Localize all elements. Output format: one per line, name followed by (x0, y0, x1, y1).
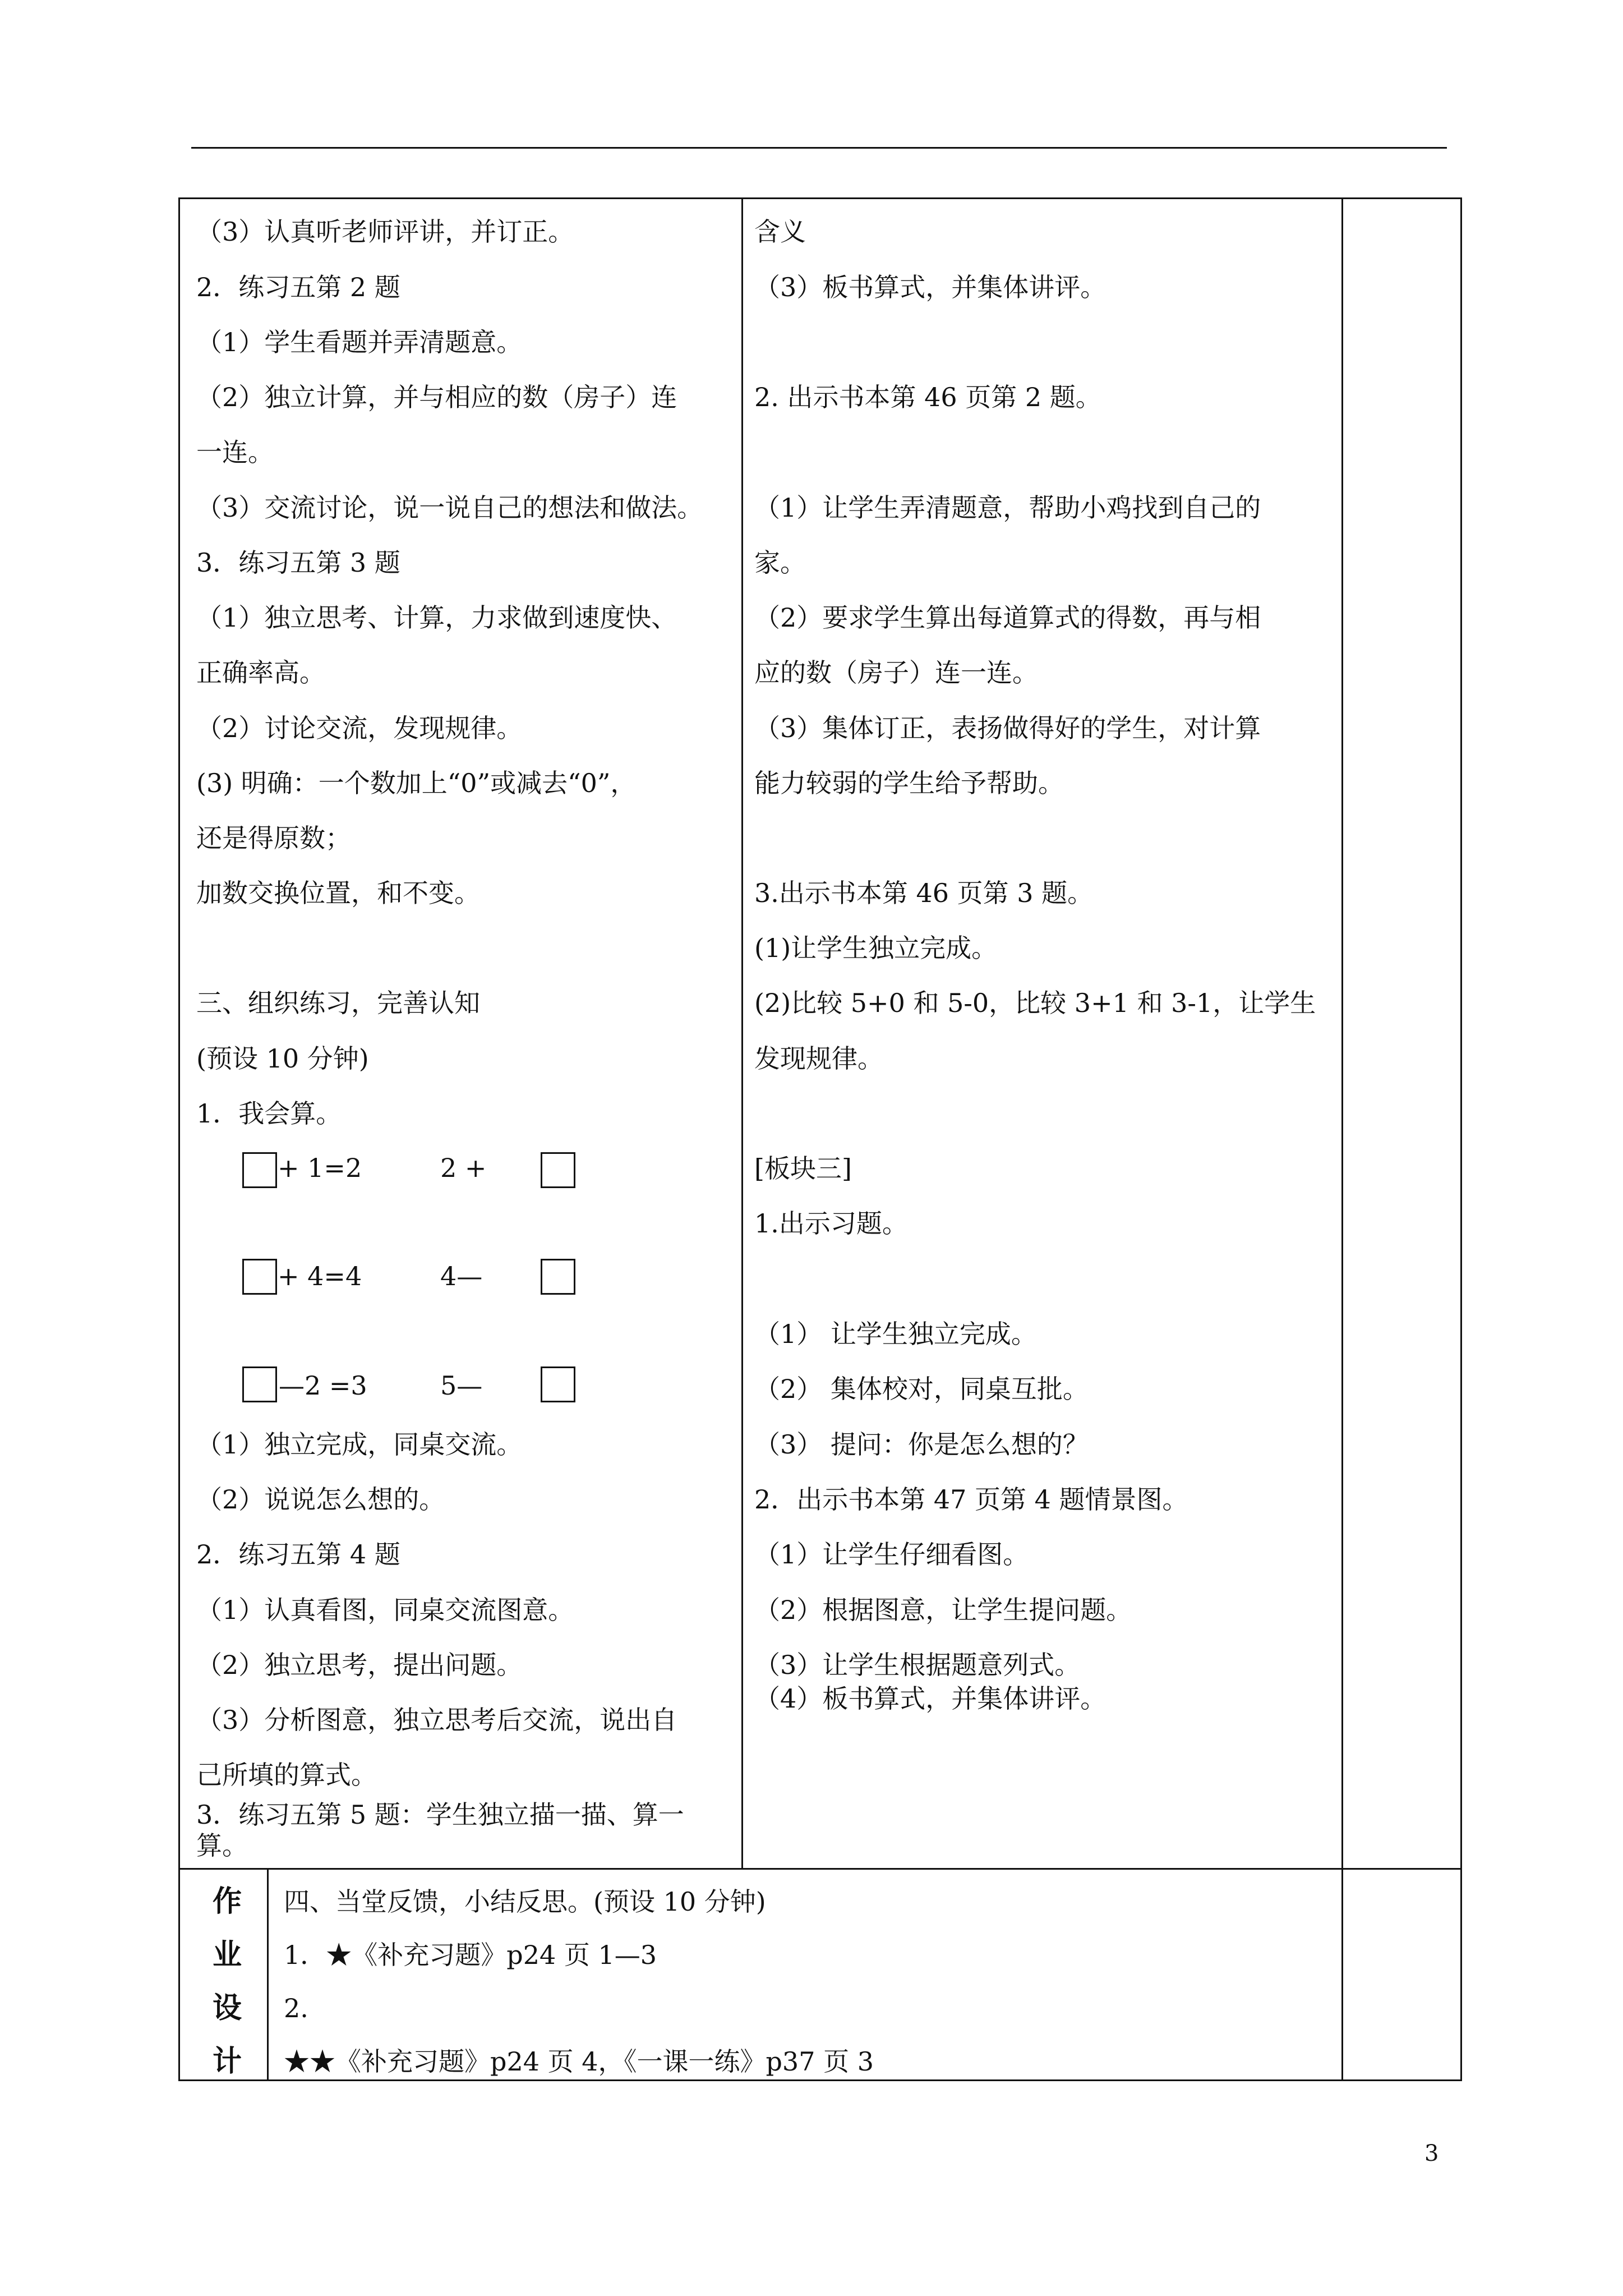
text-line: 发现规律。 (754, 1043, 883, 1074)
text-line: （2）根据图意，让学生提问题。 (754, 1595, 1132, 1625)
homework-line: ★★《补充习题》p24 页 4，《一课一练》p37 页 3 (284, 2046, 874, 2077)
text-line: 加数交换位置，和不变。 (196, 878, 480, 908)
equation-text: + 1=2 (278, 1153, 362, 1183)
homework-line: 四、当堂反馈，小结反思。(预设 10 分钟) (284, 1887, 766, 1917)
text-line: 3.出示书本第 46 页第 3 题。 (754, 878, 1094, 908)
homework-label-char: 设 (212, 1991, 242, 2025)
answer-box[interactable] (242, 1259, 277, 1295)
homework-label-divider (267, 1868, 269, 2081)
text-line: （1） 让学生独立完成。 (754, 1319, 1037, 1349)
text-line: 3．练习五第 3 题 (196, 547, 400, 578)
answer-box[interactable] (541, 1152, 575, 1188)
column-divider-left-right (741, 197, 743, 1869)
text-line: 算。 (196, 1830, 248, 1861)
text-line: （4）板书算式，并集体讲评。 (754, 1683, 1106, 1714)
text-line: 1.出示习题。 (754, 1208, 908, 1239)
header-rule (191, 147, 1447, 149)
homework-line: 1．★《补充习题》p24 页 1—3 (284, 1940, 657, 1970)
text-line: （2）要求学生算出每道算式的得数，再与相 (754, 602, 1261, 633)
text-line: 家。 (754, 547, 806, 578)
equation-text: + 4=4 (278, 1261, 362, 1291)
text-line: （2）独立思考，提出问题。 (196, 1650, 523, 1680)
text-line: 3．练习五第 5 题：学生独立描一描、算一 (196, 1800, 684, 1830)
homework-row-divider (178, 1868, 1462, 1870)
text-line: 能力较弱的学生给予帮助。 (754, 768, 1064, 798)
text-line: 2．练习五第 4 题 (196, 1539, 400, 1570)
text-line: （1）独立思考、计算，力求做到速度快、 (196, 602, 677, 633)
text-line: （3）交流讨论，说一说自己的想法和做法。 (196, 493, 703, 523)
section-heading: 三、组织练习，完善认知 (196, 988, 480, 1018)
text-line: 己所填的算式。 (196, 1760, 377, 1790)
homework-line: 2. (284, 1993, 308, 2023)
text-line: （1）让学生弄清题意，帮助小鸡找到自己的 (754, 493, 1261, 523)
text-line: （2）独立计算，并与相应的数（房子）连 (196, 382, 677, 412)
homework-label-char: 计 (212, 2044, 242, 2078)
text-line: 2．出示书本第 47 页第 4 题情景图。 (754, 1484, 1188, 1515)
text-line: 正确率高。 (196, 657, 325, 688)
text-line: 应的数（房子）连一连。 (754, 657, 1038, 688)
text-line: （2） 集体校对，同桌互批。 (754, 1374, 1089, 1404)
text-line: （2）说说怎么想的。 (196, 1484, 445, 1515)
answer-box[interactable] (242, 1152, 277, 1188)
text-line: 一连。 (196, 437, 274, 467)
equation-text: 4— (440, 1261, 483, 1291)
section-heading: [板块三] (754, 1153, 852, 1184)
text-line: (3) 明确：一个数加上“0”或减去“0”， (196, 768, 637, 798)
text-line: (2)比较 5+0 和 5-0，比较 3+1 和 3-1，让学生 (754, 988, 1316, 1018)
text-line: （1）独立完成，同桌交流。 (196, 1429, 523, 1460)
text-line: 2. 出示书本第 46 页第 2 题。 (754, 382, 1101, 412)
text-line: （3）认真听老师评讲，并订正。 (196, 217, 574, 247)
column-divider-notes (1341, 197, 1343, 2081)
text-line: （3）板书算式，并集体讲评。 (754, 272, 1106, 302)
answer-box[interactable] (541, 1259, 575, 1295)
text-line: （3）分析图意，独立思考后交流，说出自 (196, 1705, 677, 1735)
page-number: 3 (1424, 2141, 1439, 2166)
text-line: 2．练习五第 2 题 (196, 272, 400, 302)
homework-label-char: 作 (212, 1884, 242, 1918)
text-line: （3）集体订正，表扬做得好的学生，对计算 (754, 713, 1261, 743)
text-line: （2）讨论交流，发现规律。 (196, 713, 523, 743)
homework-label-char: 业 (212, 1938, 242, 1972)
answer-box[interactable] (242, 1366, 277, 1402)
text-line: (1)让学生独立完成。 (754, 933, 998, 963)
text-line: （3） 提问：你是怎么想的？ (754, 1429, 1089, 1460)
text-line: （1）让学生仔细看图。 (754, 1539, 1029, 1570)
text-line: (预设 10 分钟) (196, 1043, 369, 1074)
text-line: 还是得原数； (196, 823, 351, 853)
equation-text: —2 =3 (279, 1370, 367, 1401)
answer-box[interactable] (541, 1366, 575, 1402)
text-line: 含义 (754, 217, 806, 247)
text-line: （3）让学生根据题意列式。 (754, 1650, 1081, 1680)
text-line: 1．我会算。 (196, 1098, 342, 1129)
text-line: （1）认真看图，同桌交流图意。 (196, 1595, 574, 1625)
equation-text: 5— (440, 1370, 483, 1401)
text-line: （1）学生看题并弄清题意。 (196, 327, 523, 357)
equation-text: 2 + (440, 1153, 487, 1183)
